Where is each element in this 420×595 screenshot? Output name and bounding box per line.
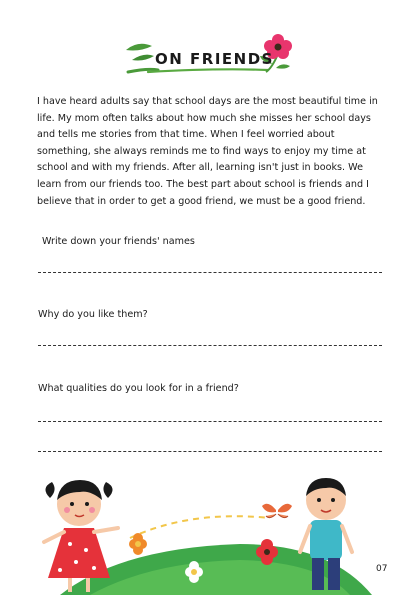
question-why-like: Why do you like them? [38, 309, 148, 320]
answer-line[interactable] [38, 421, 382, 422]
page-title: ON FRIENDS [155, 50, 274, 68]
question-qualities: What qualities do you look for in a friend? [38, 383, 239, 394]
question-friends-names: Write down your friends' names [42, 236, 195, 247]
friends-illustration [0, 470, 420, 595]
answer-line[interactable] [38, 451, 382, 452]
intro-paragraph: I have heard adults say that school days are the most beautiful time in life. My mom often talks about how much she misses her school days and tells me stories from that time. When I feel worried about something, she always reminds me to find ways to enjoy my time at school and with my friends. After all, learning isn't just in books. We learn from our friends too. The best part about school is friends and I believe that in order to get a good friend, we must be a good friend. [37, 96, 378, 207]
answer-line[interactable] [38, 272, 382, 273]
butterfly-icon [262, 504, 292, 518]
girl-character [44, 480, 118, 592]
page-number: 07 [376, 564, 388, 574]
answer-line[interactable] [38, 345, 382, 346]
